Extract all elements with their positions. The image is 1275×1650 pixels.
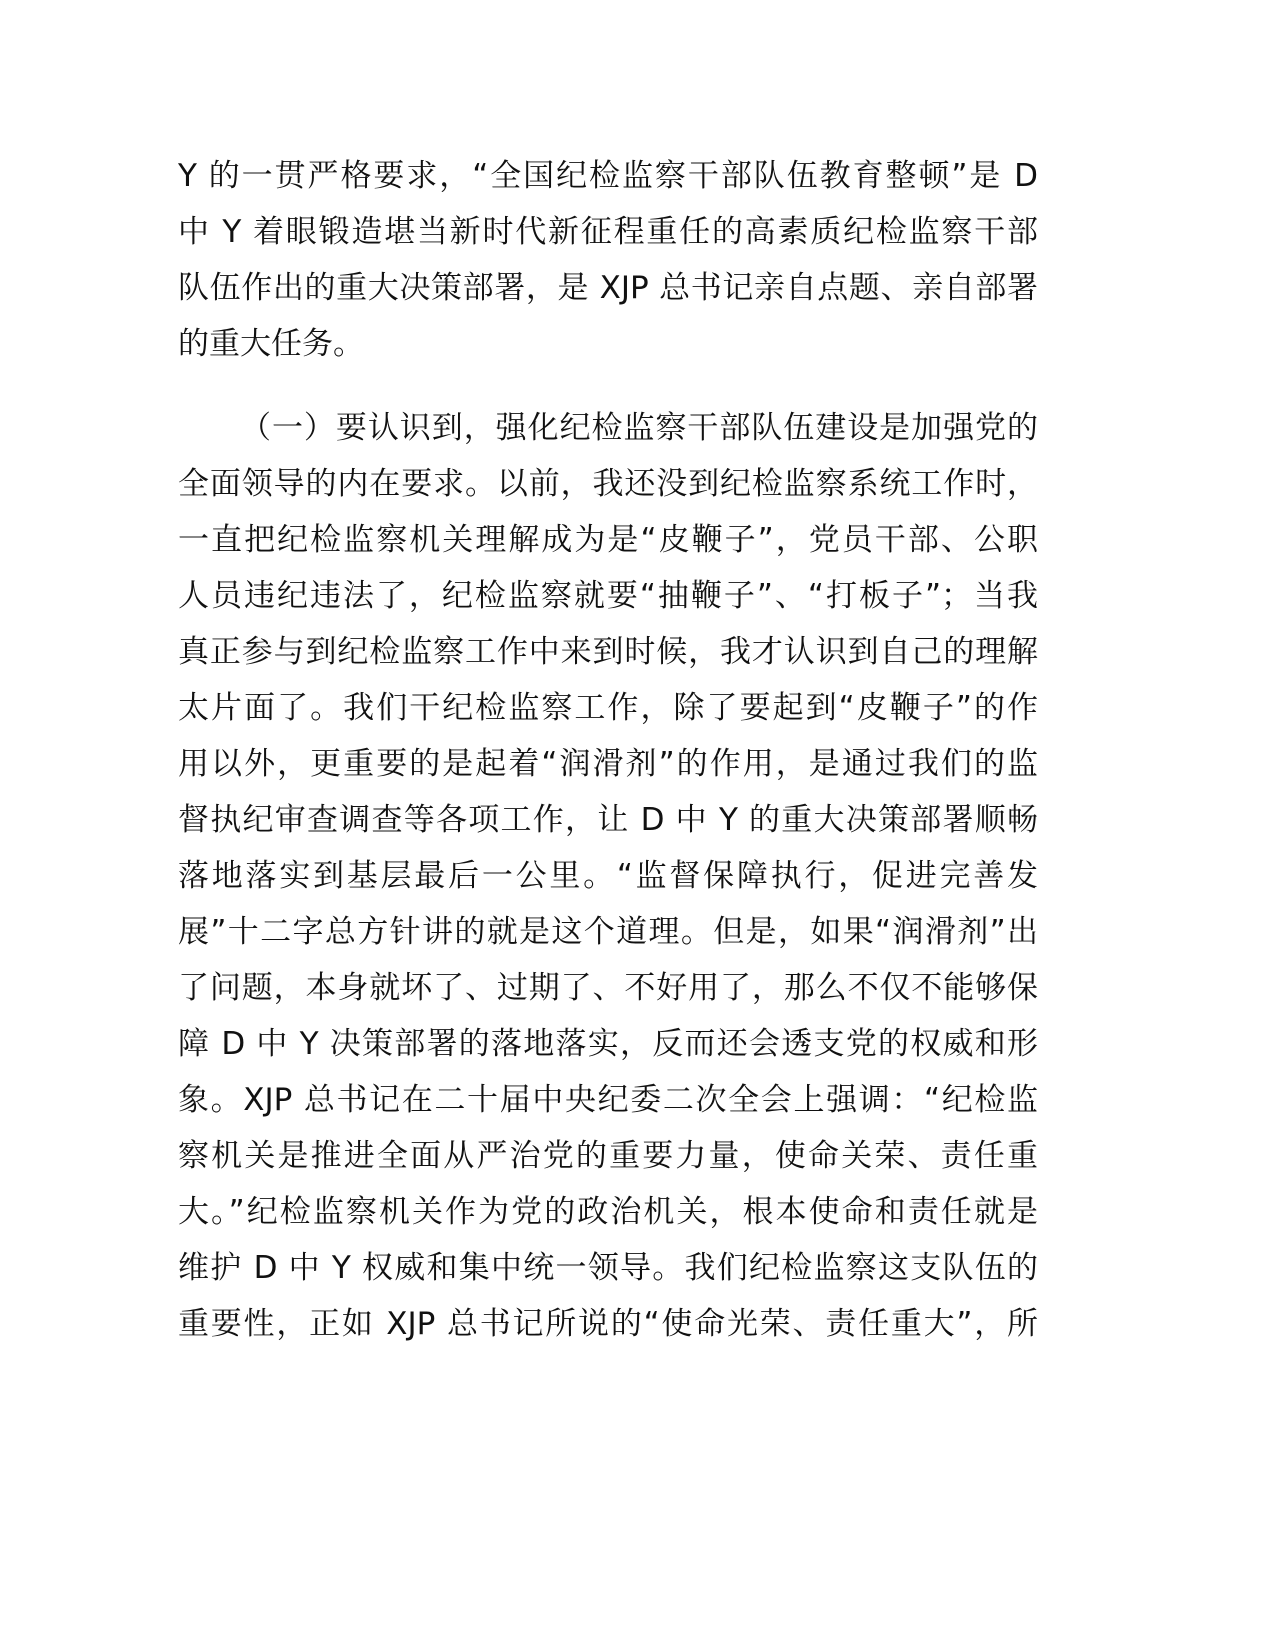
text-line: 障 D 中 Y 决策部署的落地落实，反而还会透支党的权威和形 [178, 1026, 1038, 1062]
text-line: 太片面了。我们干纪检监察工作，除了要起到“皮鞭子”的作 [178, 690, 1038, 726]
text-line: 用以外，更重要的是起着“润滑剂”的作用，是通过我们的监 [178, 746, 1038, 782]
paragraph-spacer [178, 372, 1038, 400]
text-line: 重要性，正如 XJP 总书记所说的“使命光荣、责任重大”，所 [178, 1306, 1038, 1342]
text-line: 真正参与到纪检监察工作中来到时候，我才认识到自己的理解 [178, 634, 1038, 670]
text-line: 大。”纪检监察机关作为党的政治机关，根本使命和责任就是 [178, 1194, 1038, 1230]
text-line: 全面领导的内在要求。以前，我还没到纪检监察系统工作时， [178, 466, 1038, 502]
text-line: 的重大任务。 [178, 326, 364, 362]
text-line: 队伍作出的重大决策部署，是 XJP 总书记亲自点题、亲自部署 [178, 270, 1038, 306]
paragraph-2 [178, 400, 1038, 1352]
paragraph-1 [178, 148, 1038, 372]
text-line: 维护 D 中 Y 权威和集中统一领导。我们纪检监察这支队伍的 [178, 1250, 1038, 1286]
text-line: 人员违纪违法了，纪检监察就要“抽鞭子”、“打板子”；当我 [178, 578, 1038, 614]
text-line: （一）要认识到，强化纪检监察干部队伍建设是加强党的 [240, 410, 1038, 446]
text-line: Y 的一贯严格要求，“全国纪检监察干部队伍教育整顿”是 D [178, 158, 1038, 194]
text-line: 展”十二字总方针讲的就是这个道理。但是，如果“润滑剂”出 [178, 914, 1038, 950]
text-line: 象。XJP 总书记在二十届中央纪委二次全会上强调：“纪检监 [178, 1082, 1038, 1118]
text-line: 一直把纪检监察机关理解成为是“皮鞭子”，党员干部、公职 [178, 522, 1038, 558]
text-line: 中 Y 着眼锻造堪当新时代新征程重任的高素质纪检监察干部 [178, 214, 1038, 250]
text-line: 了问题，本身就坏了、过期了、不好用了，那么不仅不能够保 [178, 970, 1038, 1006]
document-body [178, 148, 1038, 1352]
text-line: 督执纪审查调查等各项工作，让 D 中 Y 的重大决策部署顺畅 [178, 802, 1038, 838]
text-line: 察机关是推进全面从严治党的重要力量，使命关荣、责任重 [178, 1138, 1038, 1174]
text-line: 落地落实到基层最后一公里。“监督保障执行，促进完善发 [178, 858, 1038, 894]
